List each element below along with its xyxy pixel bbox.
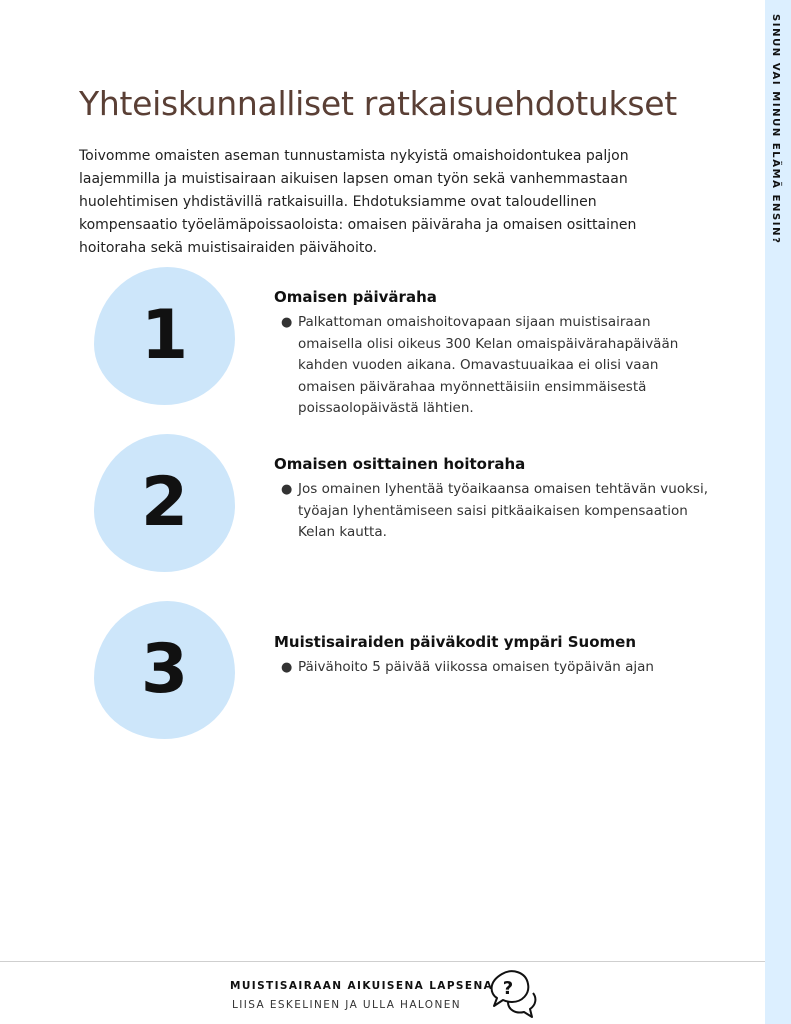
number-blob-1 [94,267,235,405]
bullet-dot-icon: ● [281,315,293,330]
bullet-item [281,657,714,679]
number-blob-3 [94,601,235,739]
number-3: 3 [140,630,189,709]
bullet-dot-icon: ● [281,482,293,497]
proposal-bullets [274,312,714,420]
proposal-bullets [274,657,714,679]
proposal-1 [274,288,714,420]
side-label: SINUN VAI MINUN ELÄMÄ ENSIN? [770,14,781,245]
proposal-title: Omaisen päiväraha [274,288,437,306]
proposal-2 [274,455,714,544]
bullet-text: Palkattoman omaishoitovapaan sijaan muistisairaan omaisella olisi oikeus 300 Kelan omaispäivärahapäivään kahden vuoden aikana. Omavastuuaikaa ei olisi vaan omaisen päivärahaa myönnettäisiin ensimmäisestä poissaolopäivästä lähtien. [298,314,679,416]
proposal-3 [274,633,714,679]
proposal-bullets [274,479,714,544]
bullet-item [281,312,714,420]
number-blob-2 [94,434,235,572]
bullet-item [281,479,714,544]
footer-authors: LIISA ESKELINEN JA ULLA HALONEN [232,999,462,1011]
bullet-text: Päivähoito 5 päivää viikossa omaisen työpäivän ajan [298,659,654,675]
footer-title: MUISTISAIRAAN AIKUISENA LAPSENA [230,980,494,992]
intro-paragraph: Toivomme omaisten aseman tunnustamista nykyistä omaishoidontukea paljon laajemmilla ja muistisairaan aikuisen lapsen oman työn sekä vanhemmastaan huolehtimisen yhdistävillä ratkaisuilla. Ehdotuksiamme ovat taloudellinen kompensaatio työelämäpoissaoloista: omaisen päiväraha ja omaisen osittainen hoitoraha sekä muistisairaiden päivähoito. [79,148,637,256]
footer-divider [0,961,765,962]
number-2: 2 [140,463,189,542]
bullet-dot-icon: ● [281,660,293,675]
proposal-title: Muistisairaiden päiväkodit ympäri Suomen [274,633,636,651]
proposal-title: Omaisen osittainen hoitoraha [274,455,526,473]
page-title: Yhteiskunnalliset ratkaisuehdotukset [79,84,677,123]
svg-text:?: ? [502,978,514,999]
bullet-text: Jos omainen lyhentää työaikaansa omaisen tehtävän vuoksi, työajan lyhentämiseen saisi pitkäaikaisen kompensaation Kelan kautta. [298,481,708,540]
speech-bubbles-question-icon [482,968,538,1020]
number-1: 1 [140,296,189,375]
